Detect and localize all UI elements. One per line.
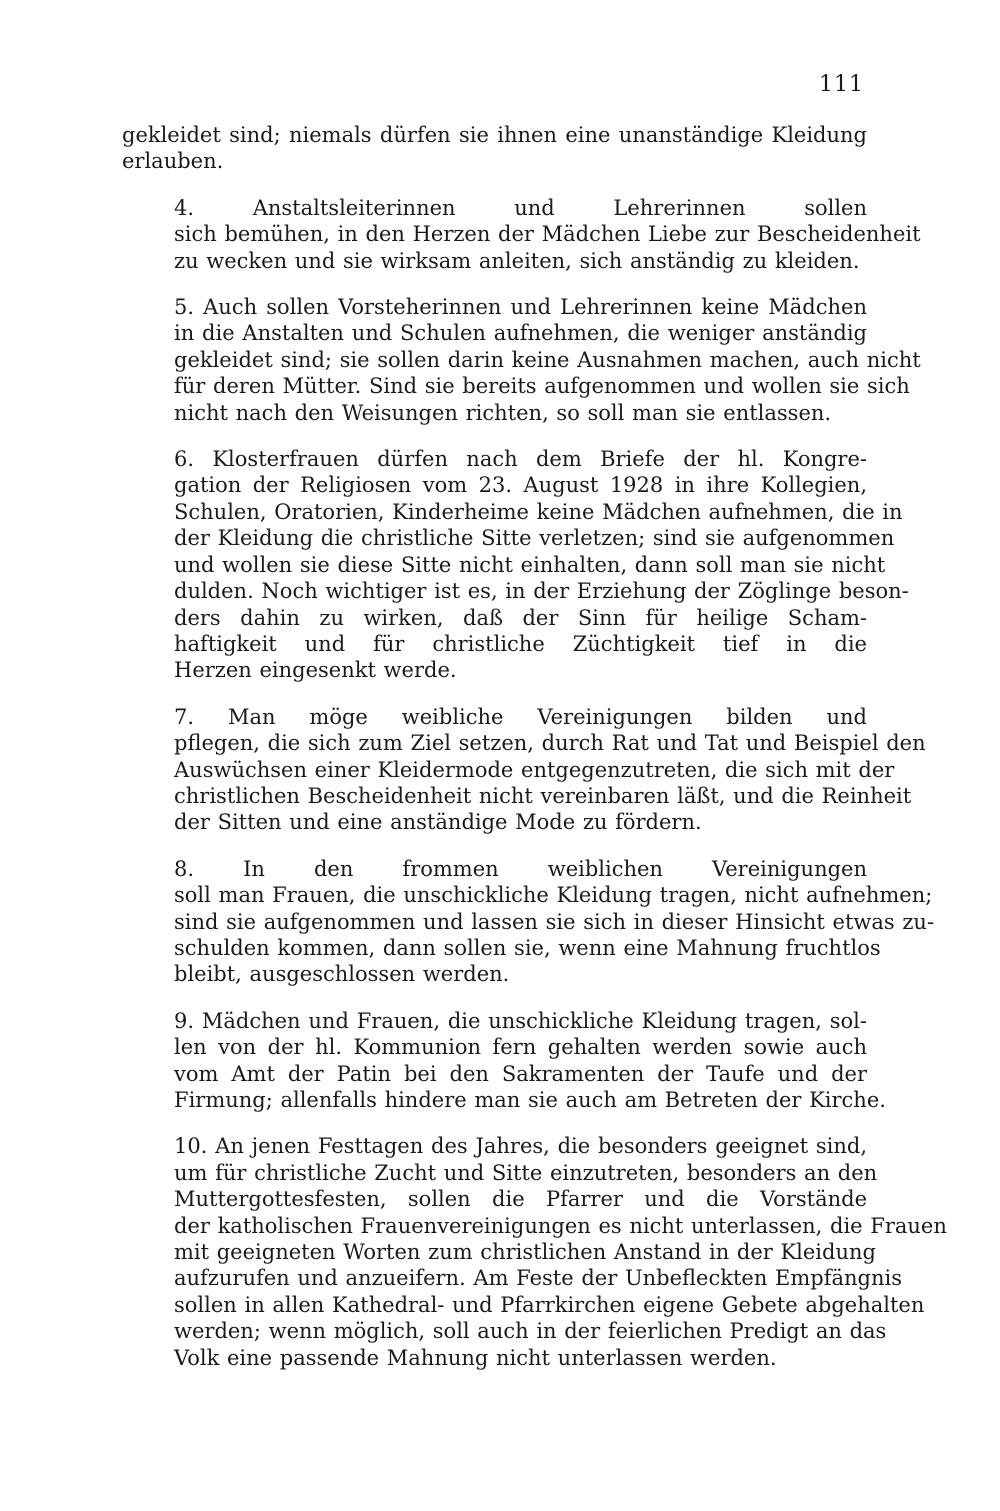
paragraph-item-5 bbox=[122, 294, 921, 426]
text-line: vom Amt der Patin bei den Sakramenten der Taufe und der bbox=[174, 1061, 867, 1086]
page-number: 111 bbox=[819, 72, 864, 97]
body-text bbox=[122, 122, 947, 1391]
text-line: Volk eine passende Mahnung nicht unterlassen werden. bbox=[174, 1345, 777, 1370]
text-line: zu wecken und sie wirksam anleiten, sich anständig zu kleiden. bbox=[174, 248, 860, 273]
text-line: um für christliche Zucht und Sitte einzutreten, besonders an den bbox=[174, 1160, 878, 1185]
text-line: Muttergottesfesten, sollen die Pfarrer und die Vorstände bbox=[174, 1187, 867, 1212]
text-line: christlichen Bescheidenheit nicht vereinbaren läßt, und die Reinheit bbox=[174, 783, 912, 808]
text-line: dulden. Noch wichtiger ist es, in der Erziehung der Zöglinge beson- bbox=[174, 579, 909, 604]
text-line: gekleidet sind; niemals dürfen sie ihnen eine unanständige Kleidung bbox=[122, 123, 867, 147]
text-line: schulden kommen, dann sollen sie, wenn eine Mahnung fruchtlos bbox=[174, 935, 881, 960]
text-line: sind sie aufgenommen und lassen sie sich in dieser Hinsicht etwas zu- bbox=[174, 909, 935, 934]
text-line: Auswüchsen einer Kleidermode entgegenzutreten, die sich mit der bbox=[174, 757, 895, 782]
text-line: pflegen, die sich zum Ziel setzen, durch Rat und Tat und Beispiel den bbox=[174, 731, 926, 756]
text-line: in die Anstalten und Schulen aufnehmen, die weniger anständig bbox=[174, 321, 867, 346]
text-line: für deren Mütter. Sind sie bereits aufgenommen und wollen sie sich bbox=[174, 374, 910, 399]
text-line: gekleidet sind; sie sollen darin keine Ausnahmen machen, auch nicht bbox=[174, 347, 921, 372]
paragraph-item-7 bbox=[122, 704, 926, 836]
text-line: sich bemühen, in den Herzen der Mädchen Liebe zur Bescheidenheit bbox=[174, 222, 921, 247]
paragraph-continuation bbox=[122, 122, 867, 175]
text-line: werden; wenn möglich, soll auch in der feierlichen Predigt an das bbox=[174, 1319, 887, 1344]
text-line: gation der Religiosen vom 23. August 1928 in ihre Kollegien, bbox=[174, 473, 867, 498]
text-line: Herzen eingesenkt werde. bbox=[174, 658, 457, 683]
text-line: Schulen, Oratorien, Kinderheime keine Mädchen aufnehmen, die in bbox=[174, 499, 903, 524]
paragraph-item-4 bbox=[122, 195, 921, 274]
text-line: und wollen sie diese Sitte nicht einhalten, dann soll man sie nicht bbox=[174, 552, 886, 577]
text-line: aufzurufen und anzueifern. Am Feste der Unbefleckten Empfängnis bbox=[174, 1266, 902, 1291]
text-line: bleibt, ausgeschlossen werden. bbox=[174, 962, 510, 987]
text-line: nicht nach den Weisungen richten, so soll man sie entlassen. bbox=[174, 400, 832, 425]
text-line: Firmung; allenfalls hindere man sie auch am Betreten der Kirche. bbox=[174, 1088, 886, 1112]
text-line: erlauben. bbox=[122, 149, 224, 174]
text-line: 9. Mädchen und Frauen, die unschickliche Kleidung tragen, sol- bbox=[174, 1008, 867, 1033]
text-line: len von der hl. Kommunion fern gehalten werden sowie auch bbox=[174, 1035, 867, 1060]
text-line: 10. An jenen Festtagen des Jahres, die besonders geeignet sind, bbox=[174, 1134, 867, 1159]
text-line: 8. In den frommen weiblichen Vereinigungen bbox=[174, 856, 867, 881]
text-line: mit geeigneten Worten zum christlichen Anstand in der Kleidung bbox=[174, 1240, 876, 1265]
text-line: 7. Man möge weibliche Vereinigungen bilden und bbox=[174, 704, 867, 729]
text-line: 4. Anstaltsleiterinnen und Lehrerinnen sollen bbox=[174, 195, 867, 220]
text-line: 6. Klosterfrauen dürfen nach dem Briefe der hl. Kongre- bbox=[174, 447, 867, 472]
paragraph-item-10 bbox=[122, 1133, 947, 1371]
paragraph-item-9 bbox=[122, 1008, 886, 1114]
paragraph-item-6 bbox=[122, 446, 909, 684]
text-line: ders dahin zu wirken, daß der Sinn für heilige Scham- bbox=[174, 605, 867, 630]
text-line: der Kleidung die christliche Sitte verletzen; sind sie aufgenommen bbox=[174, 526, 895, 551]
text-line: der katholischen Frauenvereinigungen es nicht unterlassen, die Frauen bbox=[174, 1213, 947, 1238]
text-line: 5. Auch sollen Vorsteherinnen und Lehrerinnen keine Mädchen bbox=[174, 295, 867, 320]
text-line: haftigkeit und für christliche Züchtigkeit tief in die bbox=[174, 631, 867, 656]
text-line: sollen in allen Kathedral- und Pfarrkirchen eigene Gebete abgehalten bbox=[174, 1292, 925, 1317]
text-line: soll man Frauen, die unschickliche Kleidung tragen, nicht aufnehmen; bbox=[174, 883, 933, 908]
text-line: der Sitten und eine anständige Mode zu fördern. bbox=[174, 810, 702, 835]
paragraph-item-8 bbox=[122, 856, 935, 988]
